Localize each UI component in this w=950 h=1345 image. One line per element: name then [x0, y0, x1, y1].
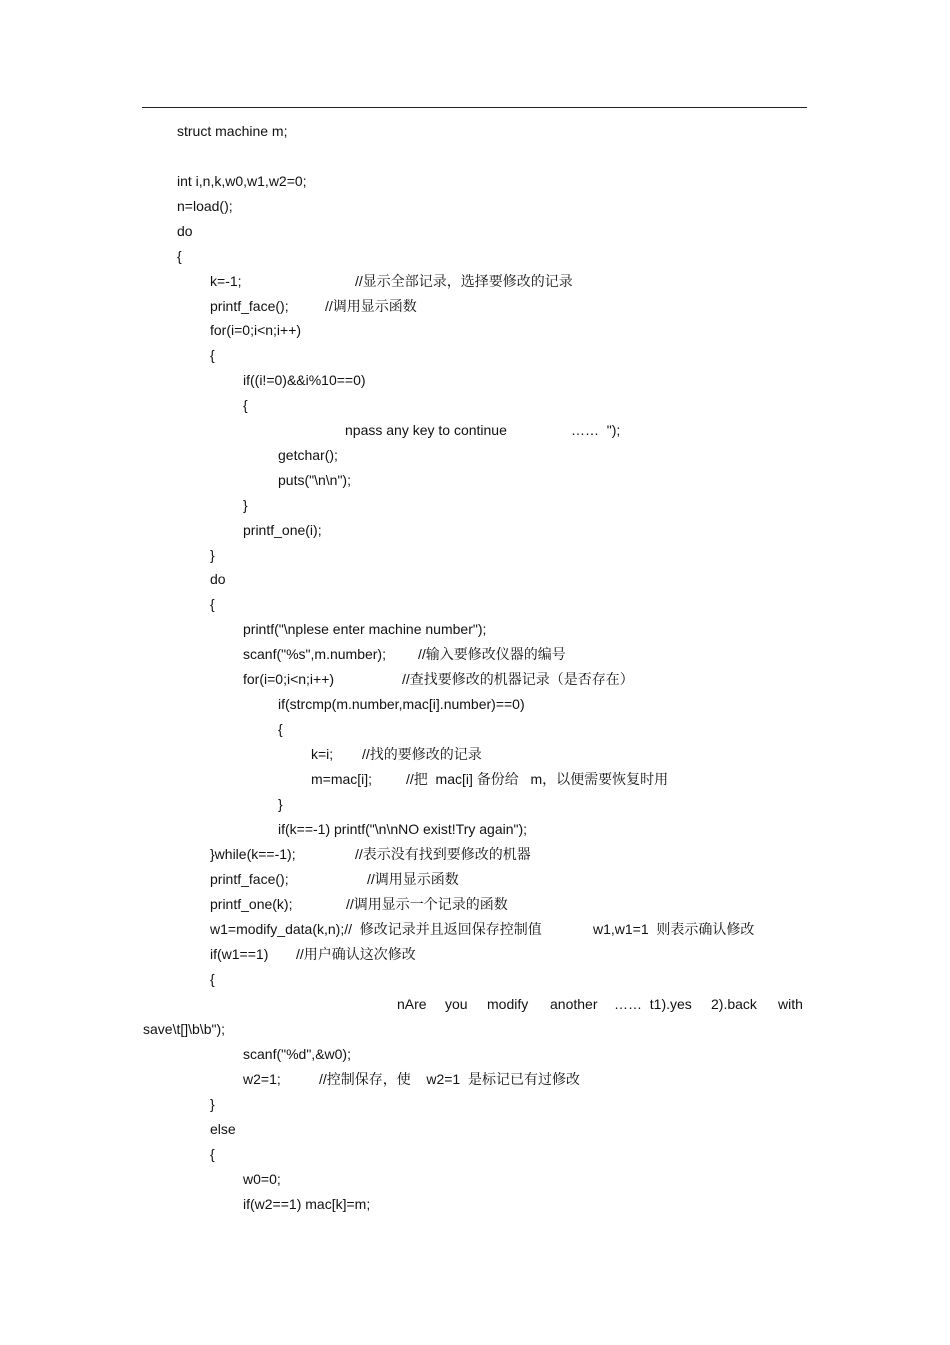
code-comment: //把 mac[i] 备份给 m，以便需要恢复时用	[406, 771, 669, 787]
code-line: if((i!=0)&&i%10==0)	[243, 372, 366, 388]
code-line: {	[210, 1146, 215, 1162]
code-comment: //输入要修改仪器的编号	[418, 646, 566, 662]
code-line: if(strcmp(m.number,mac[i].number)==0)	[278, 696, 525, 712]
code-word: you	[445, 996, 468, 1012]
code-comment: //调用显示一个记录的函数	[346, 896, 508, 912]
code-line: w1=modify_data(k,n);// 修改记录并且返回保存控制值	[210, 921, 542, 937]
code-line: do	[177, 223, 193, 239]
code-comment: //显示全部记录，选择要修改的记录	[355, 273, 573, 289]
code-comment: //调用显示函数	[367, 871, 459, 887]
code-line: }while(k==-1);	[210, 846, 296, 862]
code-line: printf("\nplese enter machine number");	[243, 621, 487, 637]
code-comment: w1,w1=1 则表示确认修改	[593, 921, 755, 937]
code-line: npass any key to continue	[345, 422, 507, 438]
code-line: n=load();	[177, 198, 233, 214]
code-line: …… ");	[571, 422, 621, 438]
code-line: printf_one(k);	[210, 896, 293, 912]
code-line: {	[210, 971, 215, 987]
code-line: printf_face();	[210, 298, 289, 314]
header-rule	[142, 107, 807, 108]
code-line: scanf("%s",m.number);	[243, 646, 386, 662]
code-line: for(i=0;i<n;i++)	[210, 322, 302, 338]
code-line: {	[278, 721, 283, 737]
code-comment: //查找要修改的机器记录（是否存在）	[402, 671, 634, 687]
code-line: if(w2==1) mac[k]=m;	[243, 1196, 371, 1212]
code-comment: //控制保存，使 w2=1 是标记已有过修改	[319, 1071, 580, 1087]
code-line: do	[210, 571, 226, 587]
code-line: getchar();	[278, 447, 338, 463]
code-comment: //调用显示函数	[325, 298, 417, 314]
code-line: w0=0;	[243, 1171, 281, 1187]
code-line: w2=1;	[243, 1071, 281, 1087]
code-line: }	[243, 497, 248, 513]
code-line: if(w1==1)	[210, 946, 269, 962]
code-word: nAre	[397, 996, 427, 1012]
code-line: scanf("%d",&w0);	[243, 1046, 351, 1062]
code-word: 2).back	[711, 996, 757, 1012]
code-line: {	[243, 397, 248, 413]
code-line: {	[210, 596, 215, 612]
code-line: {	[177, 248, 182, 264]
code-line: for(i=0;i<n;i++)	[243, 671, 335, 687]
code-line: k=-1;	[210, 273, 242, 289]
code-line: int i,n,k,w0,w1,w2=0;	[177, 173, 307, 189]
code-line: }	[210, 1096, 215, 1112]
code-word: another	[550, 996, 598, 1012]
code-line: }	[210, 547, 215, 563]
code-line: printf_one(i);	[243, 522, 322, 538]
code-comment: //找的要修改的记录	[362, 746, 482, 762]
code-line: if(k==-1) printf("\n\nNO exist!Try again");	[278, 821, 528, 837]
code-line: save\t[]\b\b");	[143, 1021, 226, 1037]
code-word: modify	[487, 996, 529, 1012]
code-line: {	[210, 347, 215, 363]
code-line: m=mac[i];	[311, 771, 373, 787]
code-comment: //用户确认这次修改	[296, 946, 416, 962]
code-line: struct machine m;	[177, 123, 288, 139]
code-comment: //表示没有找到要修改的机器	[355, 846, 531, 862]
code-line: printf_face();	[210, 871, 289, 887]
code-word: …… t1).yes	[614, 996, 692, 1012]
code-line: k=i;	[311, 746, 334, 762]
code-word: with	[778, 996, 803, 1012]
code-line: }	[278, 796, 283, 812]
code-line: puts("\n\n");	[278, 472, 351, 488]
code-line: else	[210, 1121, 236, 1137]
